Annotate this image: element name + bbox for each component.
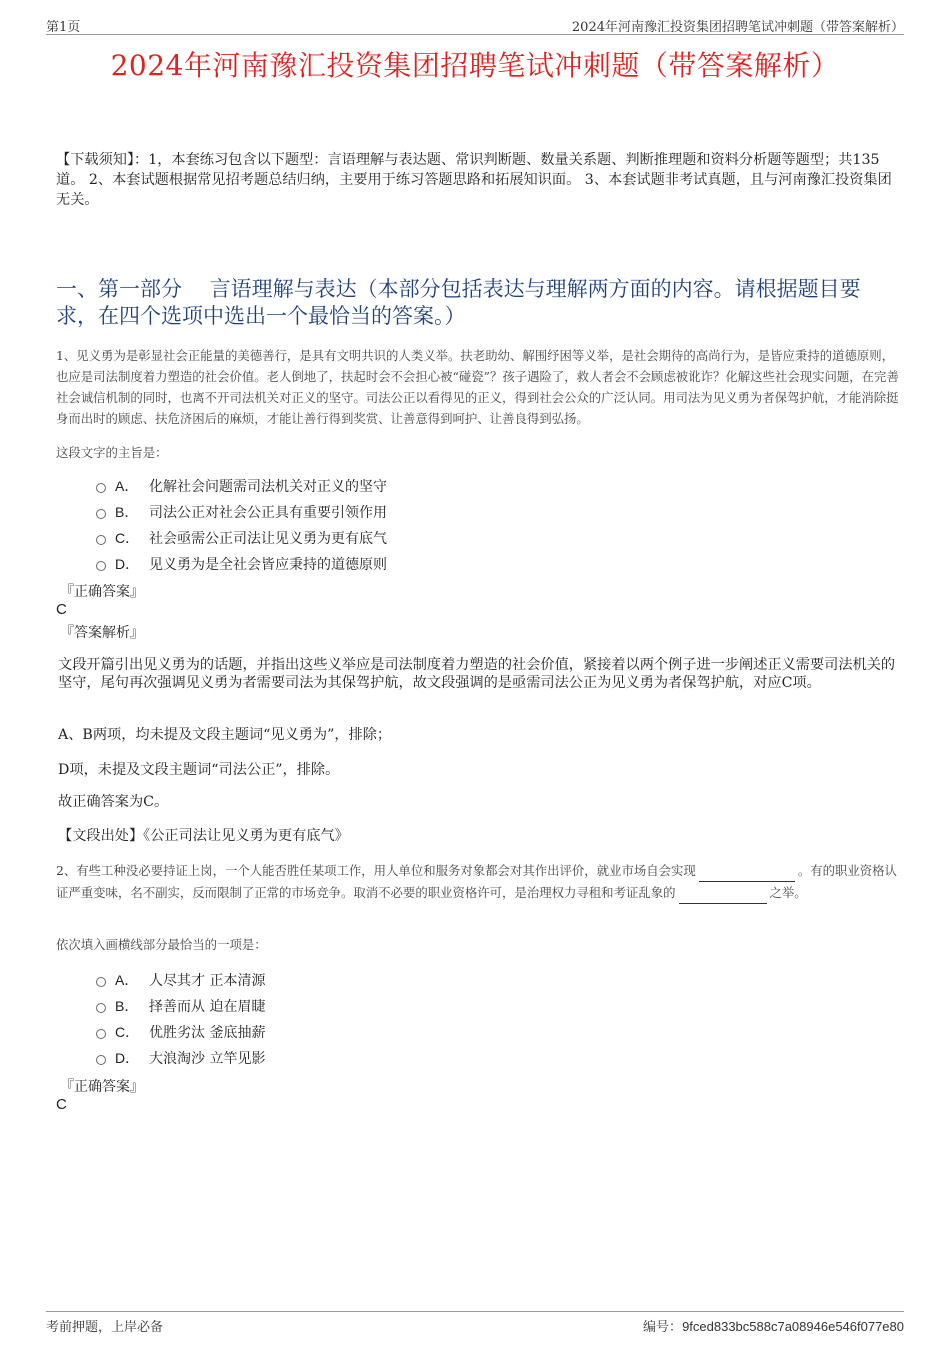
question-1-analysis-main: 文段开篇引出见义勇为的话题，并指出这些义举应是司法制度着力塑造的社会价值，紧接着以两个例子进一步阐述正义需要司法机关的坚守，尾句再次强调见义勇为者需要司法为其保驾护航，故文段强调的是亟需司法公正为见义勇为者保驾护航，对应C项。 — [58, 657, 896, 691]
radio-icon[interactable] — [96, 535, 106, 545]
question-2-answer: C — [56, 1096, 67, 1113]
question-2-option-d[interactable]: D． 大浪淘沙 立竿见影 — [96, 1045, 696, 1071]
question-1-analysis-conclusion: 故正确答案为C。 — [58, 794, 169, 810]
footer-slogan: 考前押题，上岸必备 — [46, 1320, 164, 1335]
fill-blank-2[interactable] — [679, 882, 767, 904]
radio-icon[interactable] — [96, 977, 106, 987]
question-1-option-d[interactable]: D． 见义勇为是全社会皆应秉持的道德原则 — [96, 551, 696, 577]
download-notice: 【下载须知】：1，本套练习包含以下题型：言语理解与表达题、常识判断题、数量关系题、判断推理题和资料分析题等题型；共135道。 2、本套试题根据常见招考题总结归纳，主要用于练习答题思路和拓展知识面。 3、本套试题非考试真题，且与河南豫汇投资集团无关。 — [56, 152, 892, 208]
document-title: 2024年河南豫汇投资集团招聘笔试冲刺题（带答案解析） — [110, 49, 840, 82]
serial-number: 9fced833bc588c7a08946e546f077e80 — [682, 1319, 904, 1334]
page-number: 第1页 — [46, 20, 81, 35]
question-1-answer: C — [56, 601, 67, 618]
question-1-text: 1、见义勇为是彰显社会正能量的美德善行，是具有文明共识的人类义举。扶老助幼、解围纾困等义举，是社会期待的高尚行为，是皆应秉持的道德原则，也应是司法制度着力塑造的社会价值。老人倒地了，扶起时会不会担心被“碰瓷”？孩子遇险了，救人者会不会顾虑被讹诈？化解这些社会现实问题，在完善社会诚信机制的同时，也离不开司法机关对正义的坚守。司法公正以看得见的正义，得到社会公众的广泛认同。用司法为见义勇为者保驾护航，才能消除挺身而出时的顾虑、扶危济困后的麻烦，才能让善行得到奖赏、让善意得到呵护、让善良得到弘扬。 — [56, 348, 899, 426]
header-doc-title: 2024年河南豫汇投资集团招聘笔试冲刺题（带答案解析） — [571, 20, 904, 35]
question-1-option-a[interactable]: A． 化解社会问题需司法机关对正义的坚守 — [96, 473, 696, 499]
question-1-prompt: 这段文字的主旨是： — [56, 445, 168, 460]
question-1-source: 【文段出处】《公正司法让见义勇为更有底气》 — [58, 828, 349, 844]
radio-icon[interactable] — [96, 1003, 106, 1013]
page-footer — [46, 1311, 904, 1336]
question-2-text: 2、有些工种没必要持证上岗，一个人能否胜任某项工作，用人单位和服务对象都会对其作出评价，就业市场自会实现 。有的职业资格认证严重变味，名不副实，反而限制了正常的市场竞争。取消不必要的职业资格许可，是治理权力寻租和考证乱象的 之举。 — [56, 860, 904, 904]
question-2-option-a[interactable]: A． 人尽其才 正本清源 — [96, 967, 696, 993]
question-2-answer-label: 『正确答案』 — [60, 1079, 144, 1095]
fill-blank-1[interactable] — [699, 860, 795, 882]
question-1-option-b[interactable]: B． 司法公正对社会公正具有重要引领作用 — [96, 499, 696, 525]
question-1-option-c[interactable]: C． 社会亟需公正司法让见义勇为更有底气 — [96, 525, 696, 551]
radio-icon[interactable] — [96, 561, 106, 571]
question-1-analysis-label: 『答案解析』 — [60, 625, 144, 641]
question-1-options — [96, 473, 696, 577]
section-heading: 一、第一部分 言语理解与表达（本部分包括表达与理解两方面的内容。请根据题目要求，在四个选项中选出一个最恰当的答案。） — [56, 277, 861, 328]
radio-icon[interactable] — [96, 483, 106, 493]
footer-serial: 编号：9fced833bc588c7a08946e546f077e80 — [643, 1319, 904, 1335]
question-1-answer-label: 『正确答案』 — [60, 584, 144, 600]
radio-icon[interactable] — [96, 509, 106, 519]
question-2-prompt: 依次填入画横线部分最恰当的一项是： — [56, 937, 267, 952]
radio-icon[interactable] — [96, 1055, 106, 1065]
question-2-options — [96, 967, 696, 1071]
question-2-option-b[interactable]: B． 择善而从 迫在眉睫 — [96, 993, 696, 1019]
radio-icon[interactable] — [96, 1029, 106, 1039]
page-header — [46, 14, 904, 35]
question-1-analysis-d: D项，未提及文段主题词“司法公正”，排除。 — [58, 762, 340, 778]
question-1-analysis-ab: A、B两项，均未提及文段主题词“见义勇为”，排除； — [58, 727, 392, 743]
question-2-option-c[interactable]: C． 优胜劣汰 釜底抽薪 — [96, 1019, 696, 1045]
